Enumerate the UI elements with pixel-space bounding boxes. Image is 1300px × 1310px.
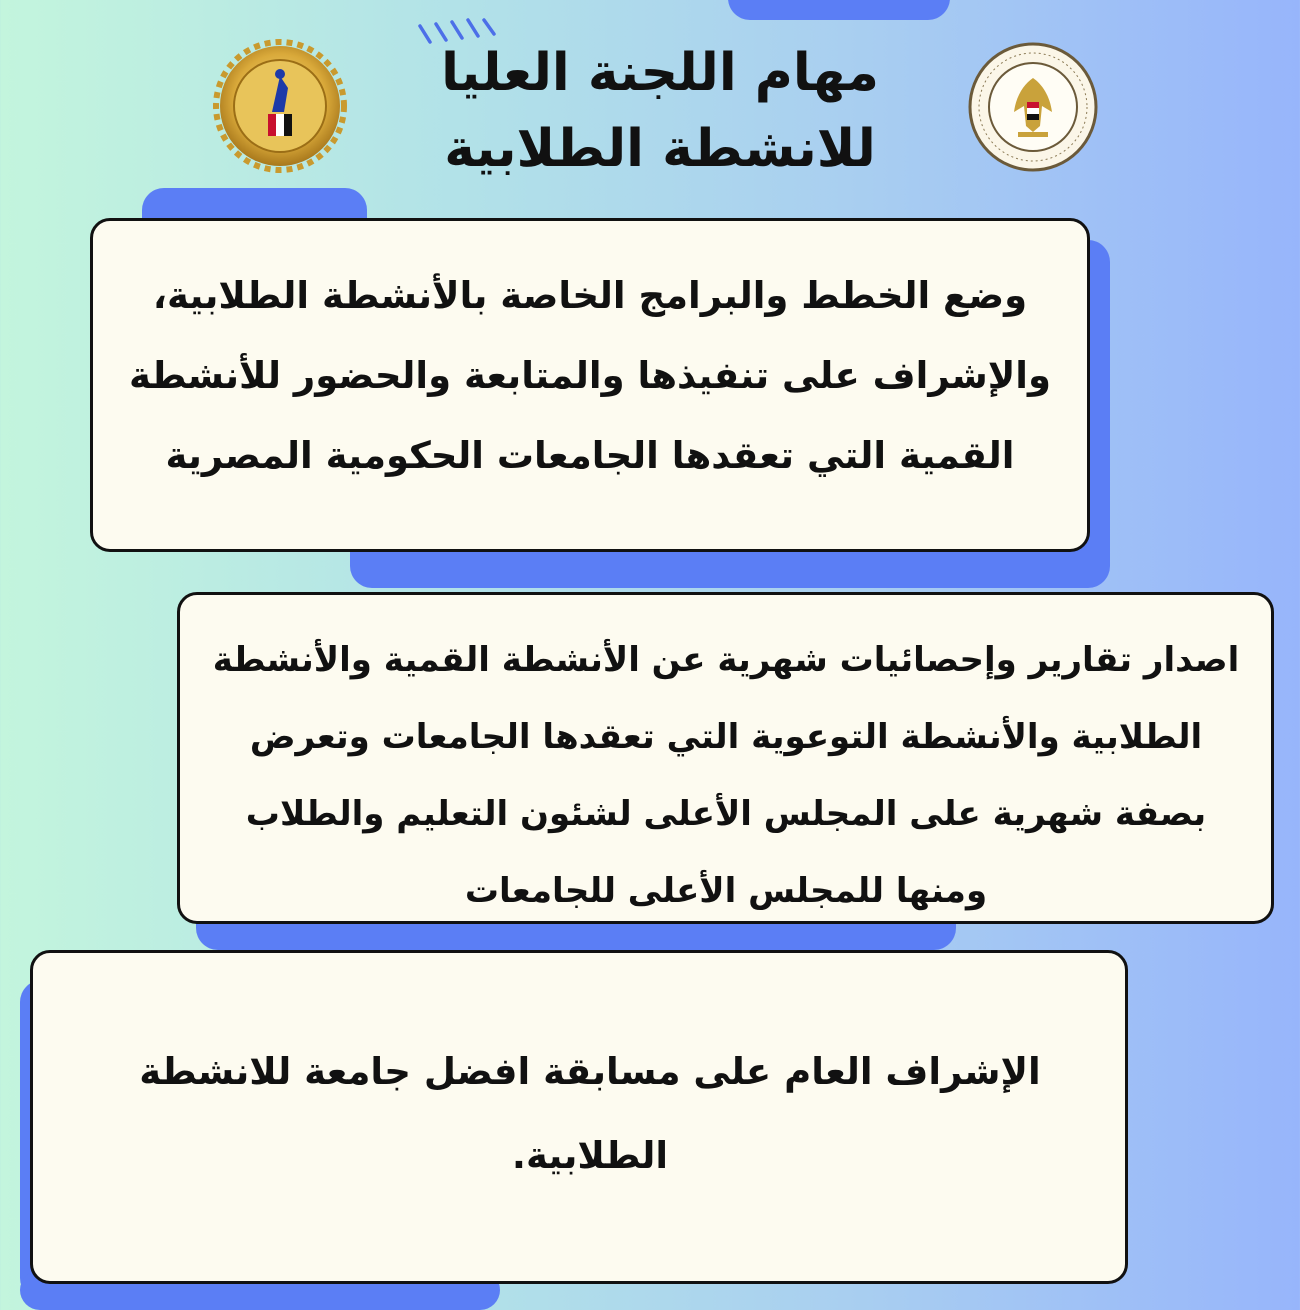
task-card-2-text	[184, 622, 1268, 930]
card-line: الطلابية والأنشطة التوعوية التي تعقدها الجامعات وتعرض	[249, 717, 1203, 757]
egypt-eagle-seal-icon	[966, 40, 1100, 174]
card-line: وضع الخطط والبرامج الخاصة بالأنشطة الطلابية،	[152, 274, 1028, 317]
institute-seal-icon	[210, 36, 350, 176]
title-line-1: مهام اللجنة العليا	[441, 43, 879, 103]
ministry-seal	[966, 40, 1100, 174]
top-accent-shape	[728, 0, 950, 20]
card-line: الطلابية.	[511, 1134, 669, 1177]
task-card-1-text	[100, 256, 1080, 496]
card-line: القمية التي تعقدها الجامعات الحكومية المصرية	[165, 434, 1015, 477]
card-line: ومنها للمجلس الأعلى للجامعات	[464, 871, 988, 911]
card-line: بصفة شهرية على المجلس الأعلى لشئون التعليم والطلاب	[245, 794, 1207, 834]
card-line: الإشراف العام على مسابقة افضل جامعة للانشطة	[139, 1050, 1041, 1093]
institute-seal	[210, 36, 350, 176]
card-line: والإشراف على تنفيذها والمتابعة والحضور للأنشطة	[129, 354, 1051, 397]
card-line: اصدار تقارير وإحصائيات شهرية عن الأنشطة القمية والأنشطة	[212, 640, 1240, 680]
task-card-3-text	[90, 1030, 1090, 1198]
page-title	[380, 40, 940, 182]
title-line-2: للانشطة الطلابية	[444, 119, 876, 179]
